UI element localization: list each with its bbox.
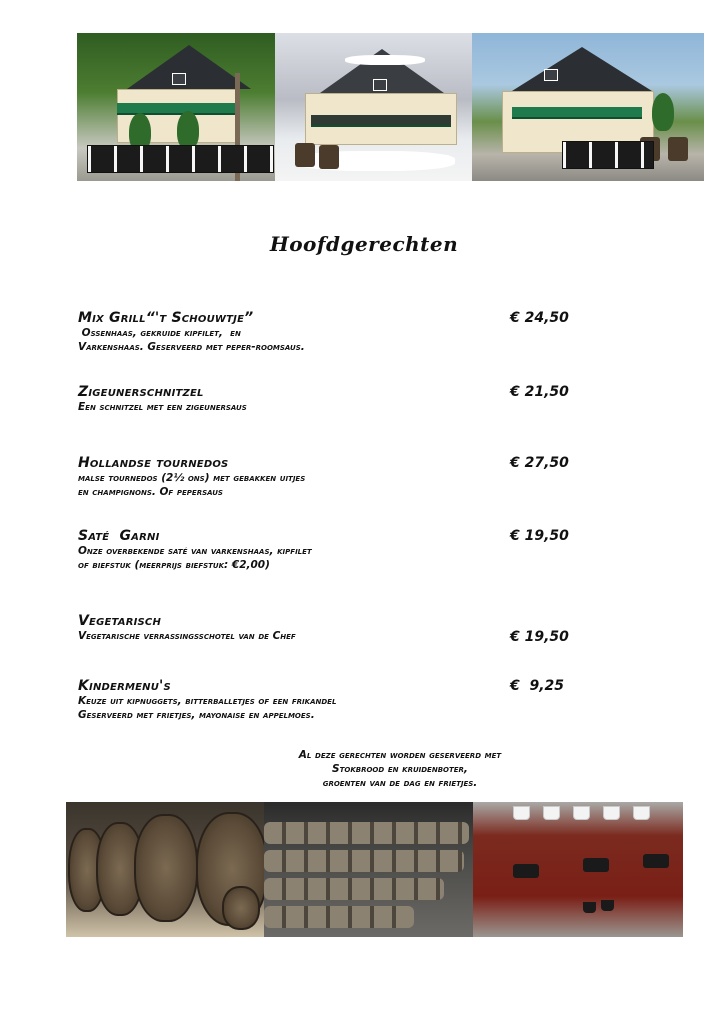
dish-name: Vegetarisch (78, 613, 162, 629)
awning (311, 115, 451, 127)
barrel-planter (319, 145, 339, 169)
footer-line: groenten van de dag en frietjes. (322, 777, 478, 789)
barrel (134, 814, 198, 922)
footer-note (200, 748, 600, 790)
photo-barrel-rows (264, 802, 473, 937)
group-head (583, 858, 609, 872)
house-window (172, 73, 186, 85)
dish-zigeunerschnitzel (78, 384, 578, 414)
barrel (222, 886, 260, 930)
photo-house-summer (77, 33, 275, 181)
cup (513, 806, 530, 820)
barrel-row (264, 850, 464, 872)
dish-name: Zigeunerschnitzel (78, 384, 204, 400)
green-awning (512, 107, 642, 119)
price: € 21,50 (510, 384, 569, 400)
house-window (544, 69, 558, 81)
dish-name: Hollandse tournedos (78, 455, 229, 471)
dish-sate-garni (78, 528, 578, 572)
dish-description: Ossenhaas, gekruide kipfilet, en (78, 327, 241, 339)
terrace-fence (87, 145, 274, 173)
barrel-planter (668, 137, 688, 161)
espresso-cup (583, 902, 596, 913)
dish-name: Mix Grill“'t Schouwtje” (78, 310, 254, 326)
house-roof (127, 45, 251, 89)
price: € 9,25 (510, 678, 565, 694)
dish-description: Een schnitzel met een zigeunersaus (78, 401, 247, 413)
price: € 19,50 (510, 528, 569, 544)
photo-espresso-machine (473, 802, 683, 937)
cup (543, 806, 560, 820)
photo-house-winter (275, 33, 472, 181)
group-head (513, 864, 539, 878)
dish-name: Saté Garni (78, 528, 160, 544)
footer-photo-strip (66, 802, 683, 937)
dish-hollandse-tournedos (78, 455, 578, 499)
barrel-planter (295, 143, 315, 167)
dish-description: Vegetarische verrassingsschotel van de Chef (78, 630, 296, 642)
house-roof (512, 47, 652, 91)
dish-description: Geserveerd met frietjes, mayonaise en appelmoes. (78, 709, 315, 721)
header-photo-strip (77, 33, 704, 181)
menu-title: Hoofdgerechten (269, 232, 459, 256)
barrel-row (264, 878, 444, 900)
barrel-row (264, 906, 414, 928)
terrace-fence (562, 141, 654, 169)
photo-house-spring (472, 33, 704, 181)
group-head (643, 854, 669, 868)
dish-name: Kindermenu's (78, 678, 171, 694)
espresso-cup (601, 900, 614, 911)
dish-description: en champignons. Of pepersaus (78, 486, 223, 498)
dish-description: malse tournedos (2½ ons) met gebakken uitjes (78, 472, 306, 484)
barrel-row (264, 822, 469, 844)
cup (603, 806, 620, 820)
shrub (177, 111, 199, 149)
dish-kindermenus (78, 678, 578, 722)
snow-on-roof (345, 55, 425, 65)
shrub (652, 93, 674, 131)
dish-description: Keuze uit kipnuggets, bitterballetjes of een frikandel (78, 695, 337, 707)
photo-wine-cellar (66, 802, 264, 937)
cup (573, 806, 590, 820)
dish-description: of biefstuk (meerprijs biefstuk: €2,00) (78, 559, 270, 571)
footer-line: Al deze gerechten worden geserveerd met (298, 749, 502, 761)
green-awning (117, 103, 237, 115)
dish-mix-grill (78, 310, 578, 354)
price: € 19,50 (510, 629, 569, 645)
dish-description: Varkenshaas. Geserveerd met peper-roomsaus. (78, 341, 305, 353)
price: € 27,50 (510, 455, 569, 471)
price: € 24,50 (510, 310, 569, 326)
dish-description: Onze overbekende saté van varkenshaas, kipfilet (78, 545, 312, 557)
footer-line: Stokbrood en kruidenboter, (332, 763, 468, 775)
cup (633, 806, 650, 820)
dish-vegetarisch (78, 613, 578, 643)
house-window (373, 79, 387, 91)
